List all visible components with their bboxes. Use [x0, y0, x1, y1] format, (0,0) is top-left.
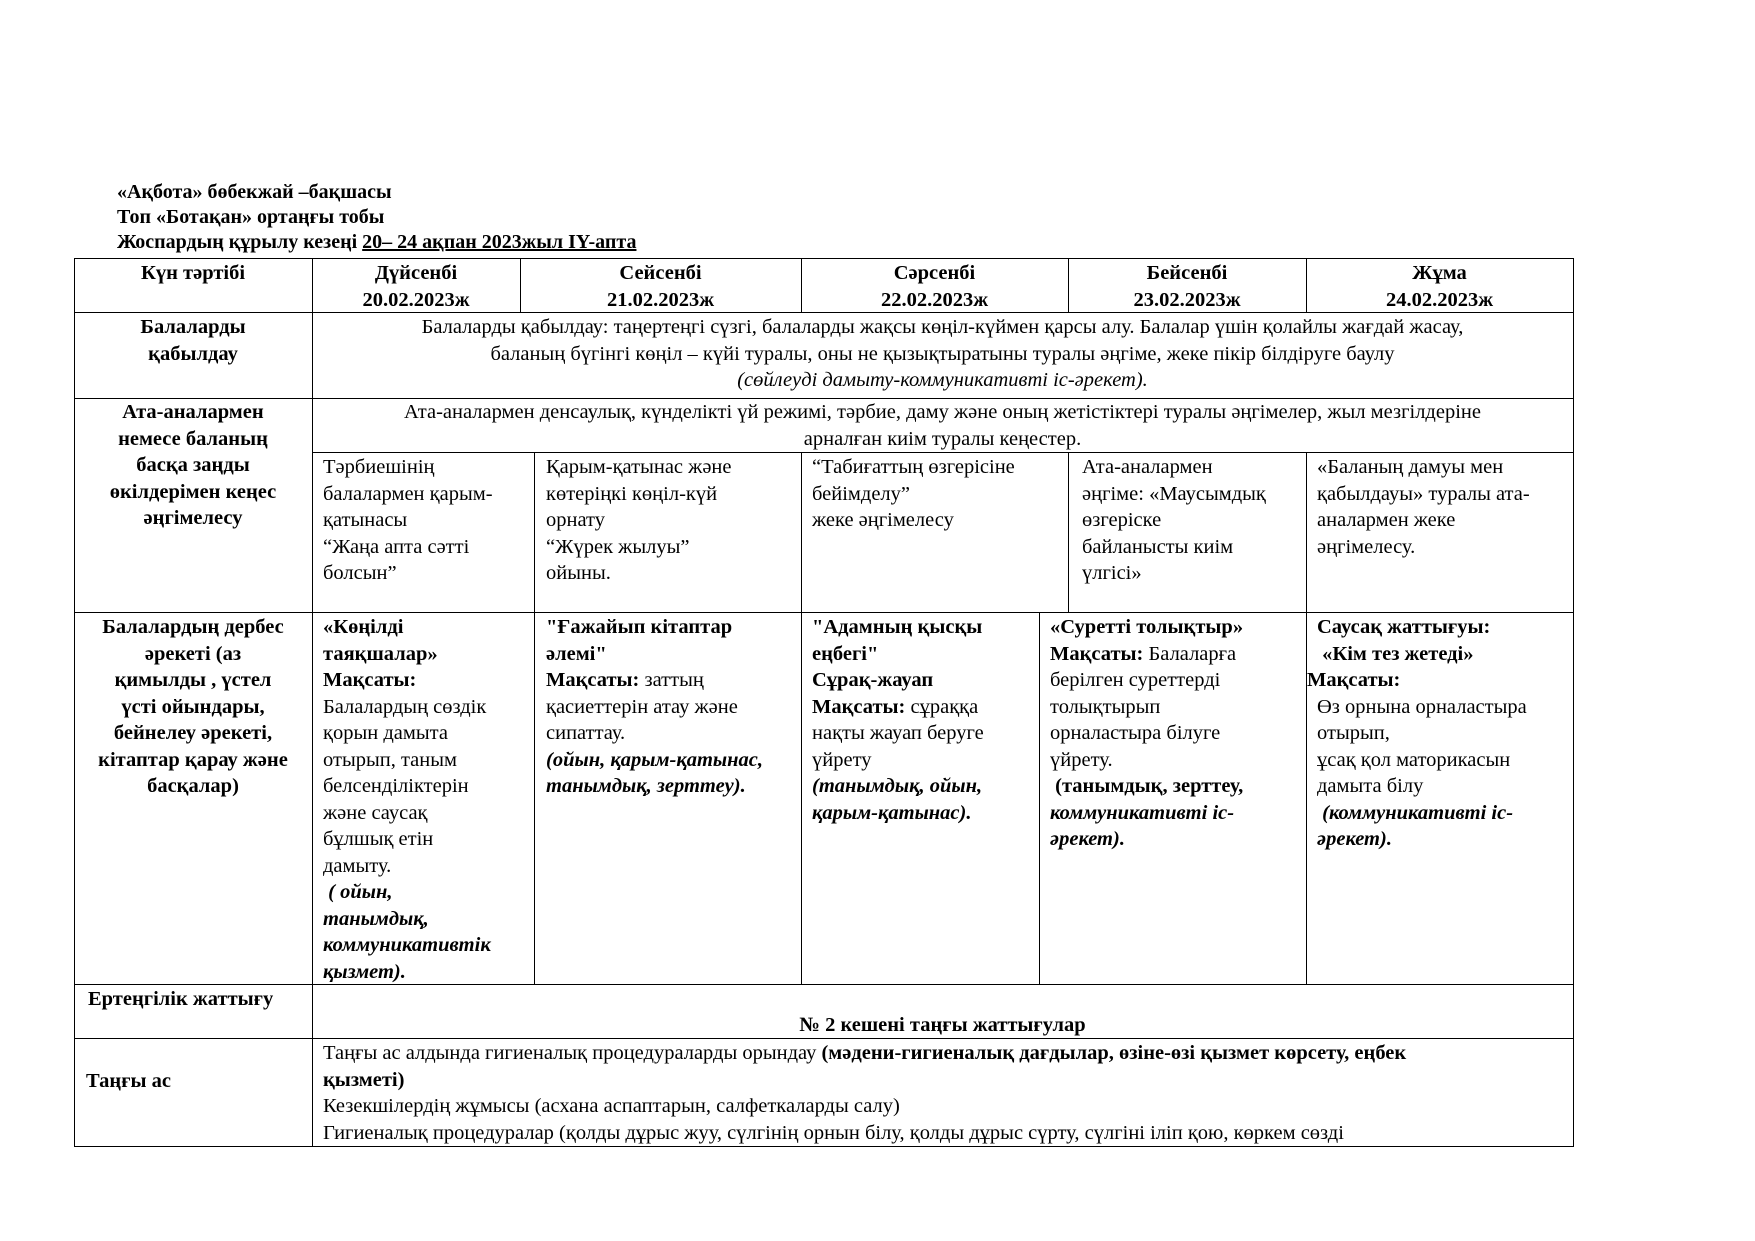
parents-cell-wednesday	[812, 454, 1067, 534]
day-date: 23.02.2023ж	[1133, 288, 1241, 311]
activity-cell-thursday	[1050, 614, 1305, 853]
text-line: ойыны.	[546, 562, 611, 584]
kindergarten-name: «Ақбота» бөбекжай –бақшасы	[117, 181, 392, 203]
text-line: бұлшық етін	[323, 828, 434, 850]
day-date: 22.02.2023ж	[880, 288, 989, 311]
label-line: қабылдау	[148, 342, 238, 365]
label-line: әңгімелесу	[143, 507, 243, 529]
text-line: Тәрбиешінің	[323, 456, 435, 478]
goal-label: Мақсаты:	[1307, 669, 1401, 691]
group-name: Топ «Ботақан» ортаңғы тобы	[117, 206, 385, 228]
text-line: өзгеріске	[1082, 509, 1162, 531]
goal-text: сұраққа	[905, 695, 979, 718]
activity-cell-friday	[1307, 614, 1572, 853]
day-name: Дүйсенбі	[374, 262, 458, 284]
col-header-thursday	[1068, 260, 1306, 313]
text-line: байланысты киім	[1082, 535, 1234, 558]
text-line: отырып,	[1317, 722, 1390, 744]
text-line: аналармен жеке	[1317, 509, 1456, 531]
day-date: 20.02.2023ж	[362, 288, 470, 311]
text-line: әңгіме: «Маусымдық	[1082, 482, 1266, 505]
text-line: Кезекшілердің жұмысы (асхана аспаптарын, салфеткаларды салу)	[323, 1095, 900, 1117]
goal-line	[812, 694, 1038, 721]
day-name: Бейсенбі	[1146, 262, 1228, 284]
activity-title: «Көңілді	[323, 616, 404, 638]
col-header-schedule: Күн тәртібі	[140, 262, 246, 284]
text-line: сипаттау.	[546, 722, 626, 744]
text-line: көтеріңкі көңіл-күй	[546, 482, 718, 505]
activity-title: еңбегі"	[812, 642, 879, 665]
text-line: қабылдауы» туралы ата-	[1317, 482, 1530, 505]
text-normal: Таңғы ас алдында гигиеналық процедураларды орындау	[323, 1042, 822, 1064]
text-line: баланың бүгінгі көңіл – күйі туралы, оны не қызықтыратыны туралы әңгіме, жеке пікір білдіруге баулу	[490, 342, 1395, 365]
activity-area: қарым-қатынас).	[812, 801, 972, 824]
label-line: кітаптар қарау және	[98, 748, 288, 771]
activity-area: (танымдық, зерттеу,	[1050, 775, 1244, 797]
activity-area: (ойын, қарым-қатынас,	[546, 748, 763, 771]
activity-area: әрекет).	[1050, 828, 1125, 850]
activity-area: (танымдық, ойын,	[812, 775, 983, 797]
goal-text: заттың	[639, 669, 704, 691]
plan-period	[117, 230, 636, 255]
activity-area: қызмет).	[323, 960, 406, 983]
label-line: Ата-аналармен	[122, 401, 264, 423]
activity-area: (сөйлеуді дамыту-коммуникативті іс-әрекет).	[737, 369, 1148, 391]
parents-cell-monday	[323, 454, 533, 587]
text-line	[323, 1040, 1571, 1067]
text-line: қасиеттерін атау және	[546, 695, 738, 718]
col-header-friday	[1306, 260, 1573, 313]
day-name: Сәрсенбі	[893, 262, 976, 284]
activity-title: "Адамның қысқы	[812, 616, 983, 638]
activity-title: «Кім тез жетеді»	[1317, 642, 1474, 665]
parents-cell-friday	[1317, 454, 1572, 560]
text-line: дамыта білу	[1317, 775, 1424, 797]
text-line: бейімделу”	[812, 482, 911, 505]
text-line: үйрету.	[1050, 748, 1113, 771]
text-line: «Баланың дамуы мен	[1317, 456, 1504, 478]
label-line: Балалардың дербес	[102, 616, 284, 638]
text-line: толықтырып	[1050, 695, 1161, 718]
activity-area: танымдық,	[323, 907, 429, 930]
goal-label: Мақсаты:	[1050, 642, 1144, 665]
activity-title: "Ғажайып кітаптар	[546, 616, 733, 638]
activity-cell-tuesday	[546, 614, 800, 800]
activity-cell-monday	[323, 614, 533, 985]
text-line: және саусақ	[323, 801, 428, 824]
activity-area: әрекет).	[1317, 828, 1392, 850]
col-header-wednesday	[801, 260, 1068, 313]
text-line: Балалардың сөздік	[323, 695, 487, 718]
col-header-monday	[312, 260, 520, 313]
goal-label: Мақсаты:	[323, 669, 417, 691]
text-line: берілген суреттерді	[1050, 669, 1221, 691]
label-line: басқа заңды	[136, 454, 250, 476]
text-line: Балаларды қабылдау: таңертеңгі сүзгі, балаларды жақсы көңіл-күймен қарсы алу. Балалар үшін қолайлы жағдай жасау,	[421, 316, 1464, 338]
label-line: өкілдерімен кеңес	[109, 480, 277, 503]
row-label-reception	[74, 314, 312, 367]
text-line: “Табиғаттың өзгерісіне	[812, 456, 1015, 478]
row-label-breakfast: Таңғы ас	[86, 1070, 172, 1092]
activity-area: (коммуникативті іс-	[1317, 801, 1514, 824]
parents-cell-thursday	[1082, 454, 1305, 587]
text-line: арналған киім туралы кеңестер.	[803, 427, 1082, 450]
text-line: балалармен қарым-	[323, 482, 493, 505]
label-line: басқалар)	[147, 775, 239, 797]
goal-label: Мақсаты:	[812, 695, 906, 718]
text-line: қызметі)	[323, 1068, 405, 1091]
text-line: қорын дамыта	[323, 722, 448, 744]
text-line: Ата-аналармен денсаулық, күнделікті үй режимі, тәрбие, даму және оның жетістіктері туралы әңгімелер, жыл мезгілдеріне	[404, 401, 1481, 423]
document-header	[117, 180, 636, 255]
text-line: белсенділіктерін	[323, 775, 469, 797]
label-line: немесе баланың	[118, 427, 268, 450]
text-line: жеке әңгімелесу	[812, 509, 954, 531]
text-line: болсын”	[323, 562, 397, 584]
text-line: орнату	[546, 509, 605, 531]
text-line: дамыту.	[323, 854, 392, 877]
breakfast-text	[323, 1040, 1571, 1146]
text-line: Гигиеналық процедуралар (қолды дұрыс жуу, сүлгінің орнын білу, қолды дұрыс сүрту, сүлгіні іліп қою, көркем сөзді	[323, 1121, 1344, 1144]
plan-period-dates: 20– 24 ақпан 2023жыл IY-апта	[362, 231, 637, 253]
label-line: әрекеті (аз	[144, 642, 242, 665]
goal-line	[546, 667, 800, 694]
label-line: Балаларды	[140, 316, 246, 338]
text-line: отырып, таным	[323, 748, 457, 771]
text-line: үлгісі»	[1082, 562, 1142, 584]
goal-label: Мақсаты:	[546, 669, 640, 691]
activity-title: Сұрақ-жауап	[812, 669, 934, 691]
label-line: бейнелеу әрекеті,	[113, 722, 273, 744]
parents-cell-tuesday	[546, 454, 800, 587]
row-label-parents	[74, 399, 312, 532]
activity-title: әлемі"	[546, 642, 607, 665]
text-line: “Жүрек жылуы”	[546, 535, 690, 558]
text-line: нақты жауап беруге	[812, 722, 984, 744]
activity-area: ( ойын,	[323, 881, 393, 903]
plan-period-label: Жоспардың құрылу кезеңі	[117, 231, 363, 253]
activity-area: коммуникативті іс-	[1050, 801, 1235, 824]
text-line: Ата-аналармен	[1082, 456, 1213, 478]
text-line: ұсақ қол маторикасын	[1317, 748, 1511, 771]
text-line: Өз орнына орналастыра	[1317, 695, 1527, 718]
activity-title: «Суретті толықтыр»	[1050, 616, 1244, 638]
day-date: 24.02.2023ж	[1385, 288, 1494, 311]
text-line: орналастыра білуге	[1050, 722, 1221, 744]
goal-line	[1050, 641, 1305, 668]
reception-text	[312, 314, 1573, 394]
day-name: Жұма	[1412, 262, 1467, 284]
day-name: Сейсенбі	[619, 262, 702, 284]
row-label-activity	[74, 614, 312, 800]
exercise-text: № 2 кешені таңғы жаттығулар	[799, 1014, 1086, 1036]
label-line: үсті ойындары,	[121, 695, 265, 718]
activity-title: таяқшалар»	[323, 642, 438, 665]
activity-cell-wednesday	[812, 614, 1038, 826]
text-line: “Жаңа апта сәтті	[323, 535, 470, 558]
parents-common-text	[312, 399, 1573, 452]
activity-area: коммуникативтік	[323, 934, 491, 956]
label-line: қимылды , үстел	[114, 669, 272, 691]
col-header-tuesday	[520, 260, 801, 313]
text-line: қатынасы	[323, 509, 408, 531]
text-bold: (мәдени-гигиеналық дағдылар, өзіне-өзі қызмет көрсету, еңбек	[821, 1042, 1407, 1064]
text-line: үйрету	[812, 748, 872, 771]
row-label-exercise: Ертеңгілік жаттығу	[88, 988, 274, 1010]
activity-title: Саусақ жаттығуы:	[1317, 616, 1491, 638]
day-date: 21.02.2023ж	[606, 288, 715, 311]
text-line: әңгімелесу.	[1317, 535, 1416, 558]
goal-text: Балаларға	[1143, 642, 1237, 665]
text-line: Қарым-қатынас және	[546, 456, 732, 478]
activity-area: танымдық, зерттеу).	[546, 775, 746, 797]
